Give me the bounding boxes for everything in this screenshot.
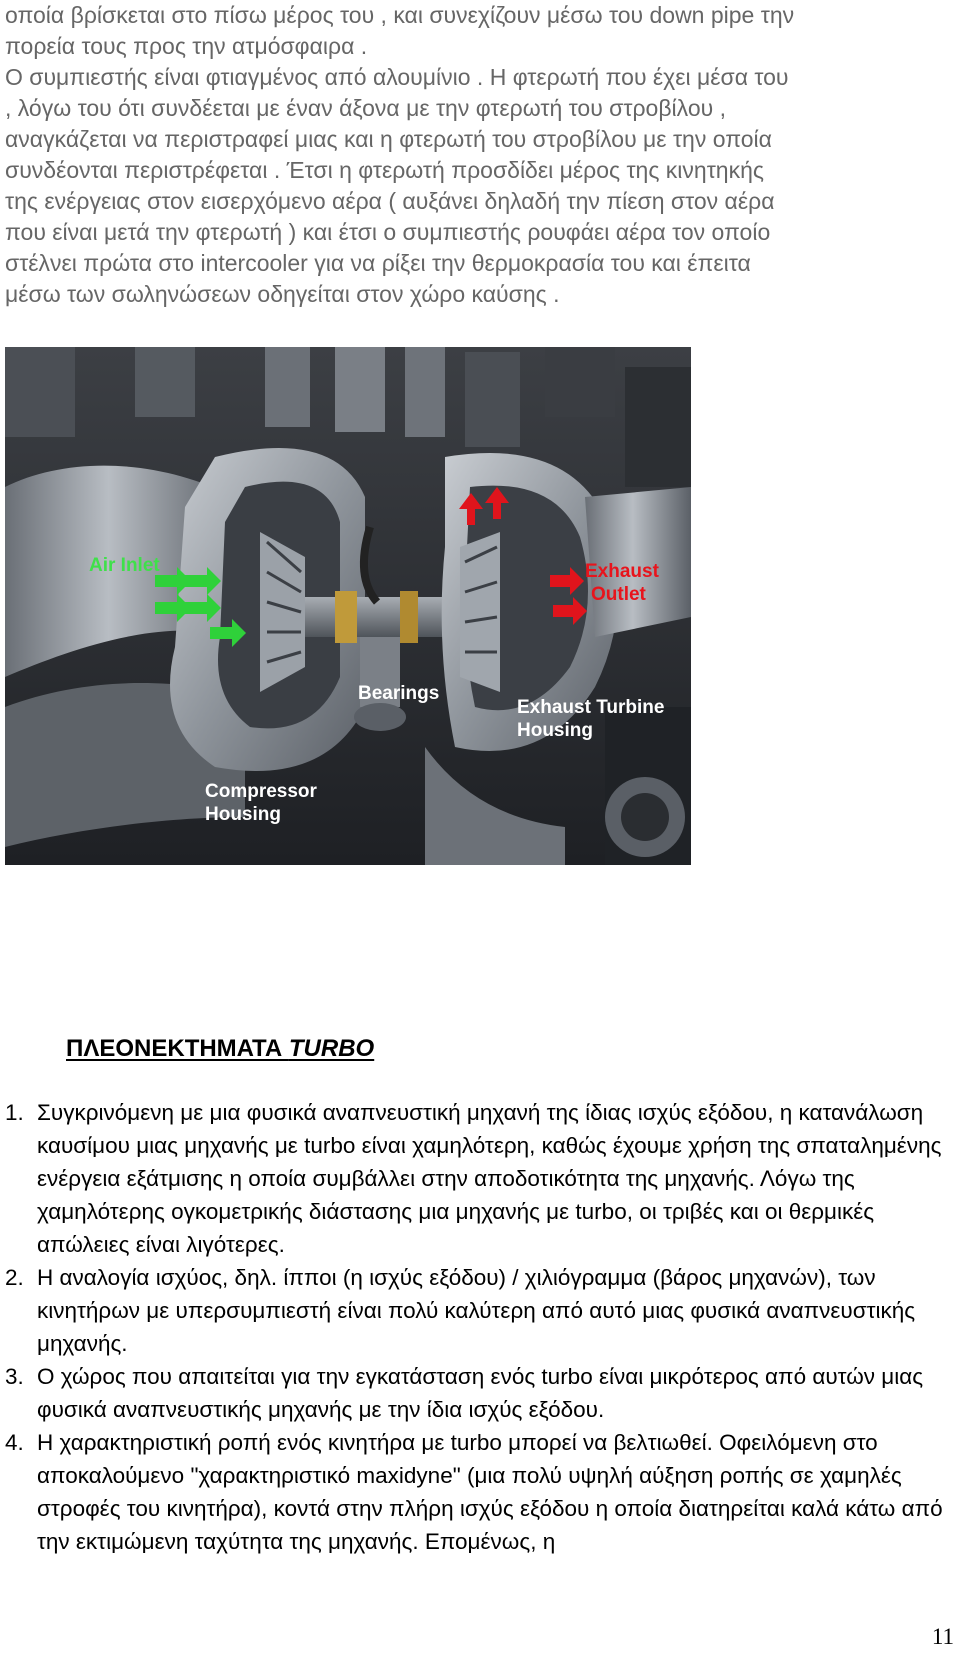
section-heading-italic: TURBO [288, 1035, 375, 1062]
compressor-housing-label-1: Compressor [205, 781, 317, 802]
turbine-wheel [460, 532, 500, 692]
list-item [5, 1426, 945, 1558]
exhaust-turbine-label-1: Exhaust Turbine [517, 697, 665, 718]
advantages-list [5, 1096, 945, 1558]
list-item [5, 1360, 945, 1426]
list-item [5, 1096, 945, 1261]
list-item [5, 1261, 945, 1360]
exhaust-turbine-label-2: Housing [517, 720, 593, 741]
list-item-number: 1. [5, 1100, 24, 1125]
section-heading [66, 1035, 374, 1063]
air-inlet-label: Air Inlet [89, 555, 160, 576]
bearings-label: Bearings [358, 683, 440, 704]
section-heading-plain: ΠΛΕΟΝΕΚΤΗΜΑΤΑ [66, 1035, 289, 1062]
compressor-wheel [260, 532, 305, 692]
list-item-text: Συγκρινόμενη με μια φυσικά αναπνευστική μηχανή της ίδιας ισχύς εξόδου, η κατανάλωση καυσίμου μιας μηχανής με turbo είναι χαμηλότερη, καθώς έχουμε χρήση της σπαταλημένης ενέργεια εξάτμισης η οποία συμβάλλει στην αποδοτικότητα της μηχανής. Λόγω της χαμηλότερης ογκομετρικής διάστασης μια μηχανής με turbo, οι τριβές και οι θερμικές απώλειες είναι λιγότερες. [37, 1100, 942, 1257]
exhaust-outlet-label-1: Exhaust [585, 561, 659, 582]
shaft-assembly [305, 597, 455, 637]
turbo-illustration [5, 347, 691, 865]
list-item-text: Η αναλογία ισχύος, δηλ. ίπποι (η ισχύς εξόδου) / χιλιόγραμμα (βάρος μηχανών), των κινητήρων με υπερσυμπιεστή είναι πολύ καλύτερη από αυτό μιας φυσικά αναπνευστικής μηχανής. [37, 1265, 916, 1356]
intro-paragraph: οποία βρίσκεται στο πίσω μέρος του , και συνεχίζουν μέσω του down pipe την πορεία τους προς την ατμόσφαιρα . Ο συμπιεστής είναι φτιαγμένος από αλουμίνιο . Η φτερωτή που έχει μέσα του , λόγω του ότι συνδέεται με έναν άξονα με την φτερωτή του στροβίλου , αναγκάζεται να περιστραφεί μιας και η φτερωτή του στροβίλου με την οποία συνδέονται περιστρέφεται . Έτσι η φτερωτή προσδίδει μέρος της κινητηκής της ενέργειας στον εισερχόμενο αέρα ( αυξάνει δηλαδή την πίεση στον αέρα που είναι μετά την φτερωτή ) και έτσι ο συμπιεστής ρουφάει αέρα τον οποίο στέλνει πρώτα στο intercooler για να ρίξει την θερμοκρασία του και έπειτα μέσω των σωληνώσεων οδηγείται στον χώρο καύσης . [5, 2, 795, 307]
compressor-housing-label-2: Housing [205, 804, 281, 825]
turbocharger-cutaway-photo [5, 347, 691, 865]
page-number: 11 [931, 1624, 954, 1649]
list-item-number: 3. [5, 1364, 24, 1389]
intro-text [5, 0, 950, 310]
list-item-number: 4. [5, 1430, 24, 1455]
list-item-text: Ο χώρος που απαιτείται για την εγκατάσταση ενός turbo είναι μικρότερος από αυτών μιας φυσικά αναπνευστικής μηχανής με την ίδια ισχύς εξόδου. [37, 1364, 924, 1422]
list-item-text: Η χαρακτηριστική ροπή ενός κινητήρα με turbo μπορεί να βελτιωθεί. Οφειλόμενη στο αποκαλούμενο "χαρακτηριστικό maxidyne" (μια πολύ υψηλή αύξηση ροπής σε χαμηλές στροφές του κινητήρα), κοντά στην πλήρη ισχύς εξόδου η οποία διατηρείται καλά κάτω από την εκτιμώμενη ταχύτητα της μηχανής. Επομένως, η [37, 1430, 943, 1554]
list-item-number: 2. [5, 1265, 24, 1290]
exhaust-outlet-label-2: Outlet [591, 584, 646, 605]
